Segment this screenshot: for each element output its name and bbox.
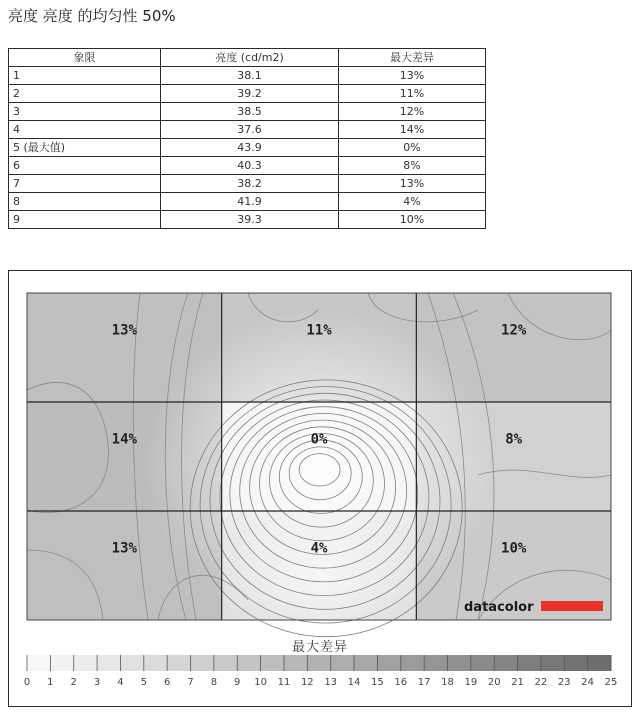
legend-swatch [354,655,378,671]
legend-swatch [588,655,612,671]
legend-tick-label: 22 [534,677,548,688]
table-row [9,85,486,103]
legend-swatch [424,655,448,671]
legend-swatch [401,655,425,671]
table-row [9,139,486,157]
cell-quadrant: 4 [9,121,161,139]
datacolor-logo-bar [541,601,603,611]
header-luminance: 亮度 (cd/m2) [161,49,339,67]
cell-luminance: 41.9 [161,193,339,211]
cell-quadrant: 3 [9,103,161,121]
legend-tick-label: 15 [371,677,384,688]
legend-tick-label: 19 [464,677,478,688]
legend-swatch [97,655,121,671]
legend-tick-label: 11 [277,677,291,688]
legend-swatch [331,655,355,671]
cell-label: 13% [111,540,137,557]
legend-swatch [237,655,261,671]
legend-swatch [284,655,308,671]
legend-tick-label: 25 [604,677,618,688]
cell-quadrant: 8 [9,193,161,211]
legend-swatch [564,655,588,671]
table-row [9,193,486,211]
legend-tick-label: 10 [254,677,267,688]
table-row [9,157,486,175]
cell-label: 8% [505,431,523,448]
cell-max-diff: 12% [339,103,486,121]
cell-quadrant: 6 [9,157,161,175]
cell-luminance: 39.2 [161,85,339,103]
cell-label: 10% [501,540,527,557]
legend-swatch [447,655,471,671]
cell-luminance: 39.3 [161,211,339,229]
legend-tick-label: 7 [187,677,194,688]
page-title: 亮度 亮度 的均匀性 50% [8,7,176,25]
cell-max-diff: 13% [339,175,486,193]
legend-swatch [191,655,215,671]
legend-swatch [120,655,144,671]
legend-tick-label: 0 [23,677,31,688]
uniformity-table [8,48,486,229]
table-row [9,175,486,193]
table-row [9,67,486,85]
legend-tick-label: 16 [394,677,408,688]
legend-tick-label: 17 [417,677,431,688]
legend-tick-label: 5 [140,677,147,688]
legend-swatch [541,655,565,671]
table-body [9,67,486,229]
legend-tick-label: 6 [163,677,171,688]
cell-label: 11% [306,322,332,339]
cell-label: 0% [310,431,328,448]
cell-luminance: 38.2 [161,175,339,193]
legend-tick-label: 4 [117,677,124,688]
legend-tick-label: 21 [511,677,524,688]
cell-luminance: 37.6 [161,121,339,139]
legend-swatch [518,655,542,671]
legend-swatch [377,655,401,671]
cell-luminance: 40.3 [161,157,339,175]
cell-label: 13% [111,322,137,339]
cell-max-diff: 10% [339,211,486,229]
legend-tick-label: 9 [234,677,241,688]
cell-luminance: 43.9 [161,139,339,157]
legend-swatch [167,655,191,671]
table-row [9,211,486,229]
legend-swatch [144,655,168,671]
cell-luminance: 38.5 [161,103,339,121]
legend-tick-label: 12 [300,677,314,688]
legend-swatch [27,655,51,671]
table-header-row [9,49,486,67]
cell-quadrant: 7 [9,175,161,193]
cell-label: 4% [310,540,328,557]
legend-swatch [261,655,285,671]
legend-tick-label: 1 [47,677,54,688]
cell-max-diff: 13% [339,67,486,85]
cell-max-diff: 4% [339,193,486,211]
cell-label: 12% [501,322,527,339]
legend-tick-label: 13 [324,677,338,688]
heatmap-glow [214,509,424,653]
legend-swatch [307,655,331,671]
cell-max-diff: 14% [339,121,486,139]
legend-swatch [50,655,74,671]
legend-tick-label: 3 [93,677,101,688]
cell-quadrant: 1 [9,67,161,85]
cell-quadrant: 9 [9,211,161,229]
legend-tick-label: 2 [70,677,77,688]
legend-tick-label: 20 [487,677,501,688]
header-max-diff: 最大差异 [339,49,486,67]
cell-quadrant: 5 (最大值) [9,139,161,157]
legend-title: 最大差异 [291,640,348,655]
cell-luminance: 38.1 [161,67,339,85]
legend-swatch [471,655,495,671]
legend-tick-label: 8 [210,677,218,688]
legend-tick-label: 24 [581,677,595,688]
legend-swatch [74,655,98,671]
legend-tick-label: 18 [441,677,454,688]
cell-max-diff: 8% [339,157,486,175]
legend-swatch [494,655,518,671]
cell-max-diff: 0% [339,139,486,157]
datacolor-logo: datacolor [464,600,534,615]
legend-tick-label: 14 [347,677,361,688]
cell-label: 14% [111,431,137,448]
cell-max-diff: 11% [339,85,486,103]
cell-quadrant: 2 [9,85,161,103]
legend-swatch [214,655,238,671]
table-row [9,121,486,139]
table-row [9,103,486,121]
header-quadrant: 象限 [9,49,161,67]
uniformity-table-wrap [8,48,485,229]
legend-tick-label: 23 [557,677,571,688]
